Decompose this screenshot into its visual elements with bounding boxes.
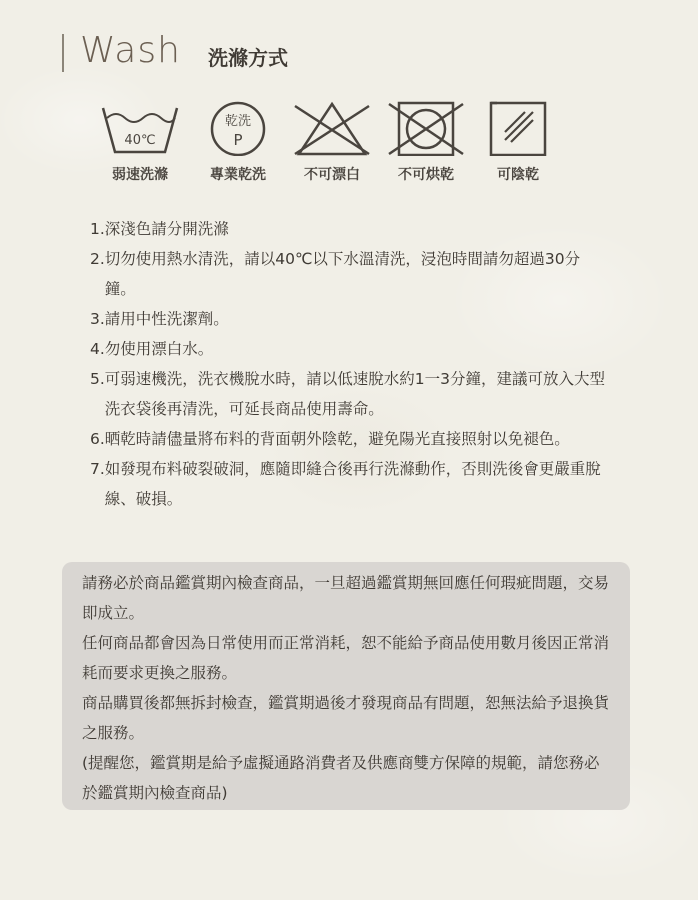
- notice-paragraph: 商品購買後都無拆封檢查，鑑賞期過後才發現商品有問題，恕無法給予退換貨之服務。: [82, 694, 610, 742]
- instruction-text: 深淺色請分開洗滌: [104, 220, 229, 238]
- page-title-en: Wash: [80, 30, 181, 71]
- instruction-item: [90, 334, 610, 364]
- instruction-text: 晒乾時請儘量將布料的背面朝外陰乾，避免陽光直接照射以免褪色。: [104, 430, 570, 448]
- no-bleach-icon: [291, 100, 373, 156]
- instruction-number: 2.: [90, 250, 105, 268]
- notice-paragraph: 請務必於商品鑑賞期內檢查商品，一旦超過鑑賞期無回應任何瑕疵問題，交易即成立。: [82, 574, 610, 622]
- care-label-shadedry: 可陰乾: [497, 167, 539, 183]
- care-icon-wash: [90, 100, 190, 184]
- shade-dry-icon: [487, 100, 549, 156]
- instruction-text: 可弱速機洗，洗衣機脫水時，請以低速脫水約1一3分鐘，建議可放入大型洗衣袋後再清洗，可延長商品使用壽命。: [104, 370, 606, 418]
- instruction-text: 切勿使用熱水清洗，請以40℃以下水溫清洗，浸泡時間請勿超過30分鐘。: [104, 250, 581, 298]
- instruction-item: [90, 364, 610, 424]
- instruction-item: [90, 304, 610, 334]
- instruction-number: 3.: [90, 310, 105, 328]
- return-policy-notice: [62, 562, 630, 810]
- header-divider: [62, 34, 64, 72]
- care-label-nobleach: 不可漂白: [304, 167, 360, 183]
- instruction-item: [90, 244, 610, 304]
- care-label-wash: 弱速洗滌: [112, 167, 168, 183]
- dryclean-letter: P: [233, 131, 243, 149]
- instruction-number: 1.: [90, 220, 105, 238]
- instruction-number: 4.: [90, 340, 105, 358]
- instruction-text: 如發現布料破裂破洞，應隨即縫合後再行洗滌動作，否則洗後會更嚴重脫線、破損。: [104, 460, 601, 508]
- instruction-text: 勿使用漂白水。: [104, 340, 214, 358]
- care-icons-row: [100, 100, 570, 190]
- instruction-text: 請用中性洗潔劑。: [104, 310, 229, 328]
- dryclean-text: 乾洗: [224, 114, 252, 129]
- no-tumble-dry-icon: [385, 100, 467, 156]
- dry-clean-p-icon: [207, 100, 269, 156]
- notice-paragraph: 任何商品都會因為日常使用而正常消耗，恕不能給予商品使用數月後因正常消耗而要求更換之服務。: [82, 634, 610, 682]
- care-label-notumble: 不可烘乾: [398, 167, 454, 183]
- page-title-zh: 洗滌方式: [208, 46, 288, 70]
- instruction-item: [90, 214, 610, 244]
- wash-40-icon: [99, 100, 181, 156]
- care-icon-dryclean: [188, 100, 288, 184]
- instruction-item: [90, 424, 610, 454]
- instruction-item: [90, 454, 610, 514]
- care-icon-shadedry: [468, 100, 568, 184]
- instruction-number: 5.: [90, 370, 105, 388]
- wash-instructions: [90, 214, 610, 514]
- notice-paragraph: (提醒您，鑑賞期是給予虛擬通路消費者及供應商雙方保障的規範，請您務必於鑑賞期內檢查商品): [82, 754, 600, 802]
- care-label-dryclean: 專業乾洗: [210, 167, 266, 183]
- wash-temp-text: 40℃: [124, 133, 156, 148]
- instruction-number: 6.: [90, 430, 105, 448]
- care-icon-nobleach: [282, 100, 382, 184]
- instruction-number: 7.: [90, 460, 105, 478]
- care-icon-notumble: [376, 100, 476, 184]
